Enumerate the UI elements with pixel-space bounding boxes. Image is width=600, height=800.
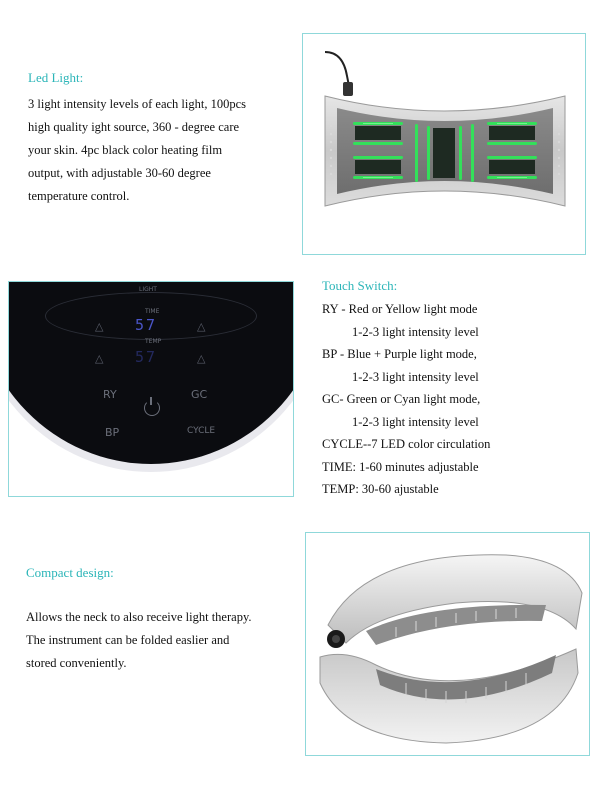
text-line: BP - Blue + Purple light mode, <box>322 347 477 361</box>
text-line: 1-2-3 light intensity level <box>352 369 479 384</box>
text-line: TIME: 1-60 minutes adjustable <box>322 459 479 474</box>
text-line: GC- Green or Cyan light mode, <box>322 392 481 406</box>
up-arrow-icon[interactable]: △ <box>197 320 206 333</box>
temp-display: 57 <box>135 348 158 366</box>
text-line: 1-2-3 light intensity level <box>352 324 479 339</box>
text-line: RY - Red or Yellow light mode <box>322 302 478 316</box>
led-panel-illustration <box>303 34 585 254</box>
power-icon[interactable] <box>144 400 160 416</box>
text-line: CYCLE--7 LED color circulation <box>322 437 491 451</box>
led-device-photo <box>302 33 586 255</box>
cycle-button[interactable]: CYCLE <box>187 426 216 436</box>
control-panel-photo <box>8 281 294 497</box>
folded-device-photo <box>305 532 590 756</box>
down-arrow-icon[interactable]: △ <box>197 352 206 365</box>
folded-device-illustration <box>306 533 589 755</box>
compact-design-heading: Compact design: <box>26 565 114 580</box>
text-line: Allows the neck to also receive light therapy. <box>26 610 252 624</box>
text-line: 1-2-3 light intensity level <box>352 414 479 429</box>
text-line: output, with adjustable 30-60 degree <box>28 166 211 180</box>
temp-label: TEMP <box>145 338 162 345</box>
touch-switch-heading: Touch Switch: <box>322 278 398 293</box>
time-display: 57 <box>135 316 158 334</box>
text-line: TEMP: 30-60 ajustable <box>322 482 439 496</box>
bp-button[interactable]: BP <box>105 426 120 439</box>
light-label: LIGHT <box>139 286 157 293</box>
ry-button[interactable]: RY <box>103 388 117 401</box>
down-arrow-icon[interactable]: △ <box>95 352 104 365</box>
led-light-heading: Led Light: <box>28 70 84 85</box>
text-line: your skin. 4pc black color heating film <box>28 143 223 157</box>
led-light-description <box>28 93 246 208</box>
text-line: high quality ight source, 360 - degree care <box>28 120 240 134</box>
text-line: stored conveniently. <box>26 656 127 670</box>
time-label: TIME <box>145 308 160 315</box>
gc-button[interactable]: GC <box>191 388 208 401</box>
text-line: 3 light intensity levels of each light, 100pcs <box>28 97 247 111</box>
text-line: The instrument can be folded easlier and <box>26 633 230 647</box>
compact-design-description <box>26 606 252 675</box>
text-line: temperature control. <box>28 189 130 203</box>
touch-switch-description <box>322 298 490 501</box>
up-arrow-icon[interactable]: △ <box>95 320 104 333</box>
